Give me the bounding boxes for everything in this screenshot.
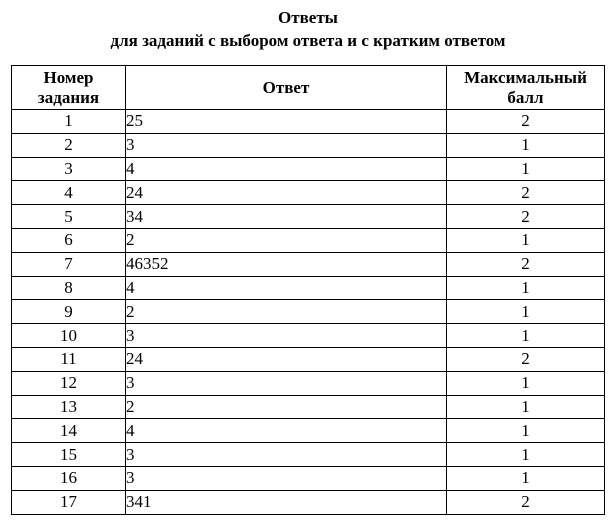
answer-cell: 3	[126, 443, 447, 467]
max-score-cell: 2	[447, 347, 605, 371]
max-score-cell: 1	[447, 157, 605, 181]
max-score-cell: 1	[447, 419, 605, 443]
table-row	[12, 371, 605, 395]
max-score-cell: 2	[447, 110, 605, 134]
max-score-cell: 1	[447, 133, 605, 157]
max-score-cell: 1	[447, 466, 605, 490]
table-row	[12, 324, 605, 348]
task-number-cell: 2	[12, 133, 126, 157]
answer-cell: 25	[126, 110, 447, 134]
document-title	[0, 6, 616, 52]
table-row	[12, 181, 605, 205]
answer-cell: 4	[126, 276, 447, 300]
header-task-number	[12, 66, 126, 110]
header-answer: Ответ	[126, 66, 447, 110]
task-number-cell: 5	[12, 205, 126, 229]
task-number-cell: 17	[12, 490, 126, 514]
answer-cell: 2	[126, 300, 447, 324]
answer-cell: 24	[126, 347, 447, 371]
header-task-number-line2: задания	[37, 87, 100, 107]
max-score-cell: 1	[447, 371, 605, 395]
table-row	[12, 443, 605, 467]
max-score-cell: 2	[447, 181, 605, 205]
max-score-cell: 1	[447, 395, 605, 419]
answers-table-body	[12, 110, 605, 515]
task-number-cell: 6	[12, 228, 126, 252]
answer-cell: 34	[126, 205, 447, 229]
table-row	[12, 347, 605, 371]
answer-cell: 3	[126, 133, 447, 157]
task-number-cell: 7	[12, 252, 126, 276]
max-score-cell: 1	[447, 276, 605, 300]
answer-cell: 341	[126, 490, 447, 514]
answers-table	[11, 65, 605, 515]
task-number-cell: 16	[12, 466, 126, 490]
title-subheading: для заданий с выбором ответа и с кратким ответом	[110, 31, 506, 50]
task-number-cell: 9	[12, 300, 126, 324]
answer-cell: 46352	[126, 252, 447, 276]
table-header-row	[12, 66, 605, 110]
answer-cell: 4	[126, 419, 447, 443]
answer-cell: 2	[126, 395, 447, 419]
table-row	[12, 276, 605, 300]
header-max-score	[447, 66, 605, 110]
header-max-score-line1: Максимальный	[464, 67, 587, 87]
max-score-cell: 1	[447, 324, 605, 348]
max-score-cell: 1	[447, 443, 605, 467]
task-number-cell: 15	[12, 443, 126, 467]
task-number-cell: 3	[12, 157, 126, 181]
answer-cell: 3	[126, 371, 447, 395]
max-score-cell: 1	[447, 228, 605, 252]
table-row	[12, 228, 605, 252]
header-task-number-line1: Номер	[43, 67, 94, 87]
table-row	[12, 490, 605, 514]
answer-cell: 3	[126, 466, 447, 490]
table-row	[12, 157, 605, 181]
max-score-cell: 2	[447, 205, 605, 229]
task-number-cell: 12	[12, 371, 126, 395]
task-number-cell: 10	[12, 324, 126, 348]
task-number-cell: 13	[12, 395, 126, 419]
task-number-cell: 1	[12, 110, 126, 134]
task-number-cell: 14	[12, 419, 126, 443]
header-max-score-line2: балл	[507, 87, 544, 107]
answer-cell: 2	[126, 228, 447, 252]
table-row	[12, 252, 605, 276]
table-row	[12, 300, 605, 324]
title-heading: Ответы	[278, 8, 338, 27]
answer-cell: 24	[126, 181, 447, 205]
task-number-cell: 4	[12, 181, 126, 205]
table-row	[12, 395, 605, 419]
max-score-cell: 1	[447, 300, 605, 324]
max-score-cell: 2	[447, 490, 605, 514]
task-number-cell: 11	[12, 347, 126, 371]
answer-cell: 4	[126, 157, 447, 181]
table-row	[12, 110, 605, 134]
table-row	[12, 133, 605, 157]
max-score-cell: 2	[447, 252, 605, 276]
task-number-cell: 8	[12, 276, 126, 300]
table-row	[12, 466, 605, 490]
answer-cell: 3	[126, 324, 447, 348]
table-row	[12, 419, 605, 443]
table-row	[12, 205, 605, 229]
